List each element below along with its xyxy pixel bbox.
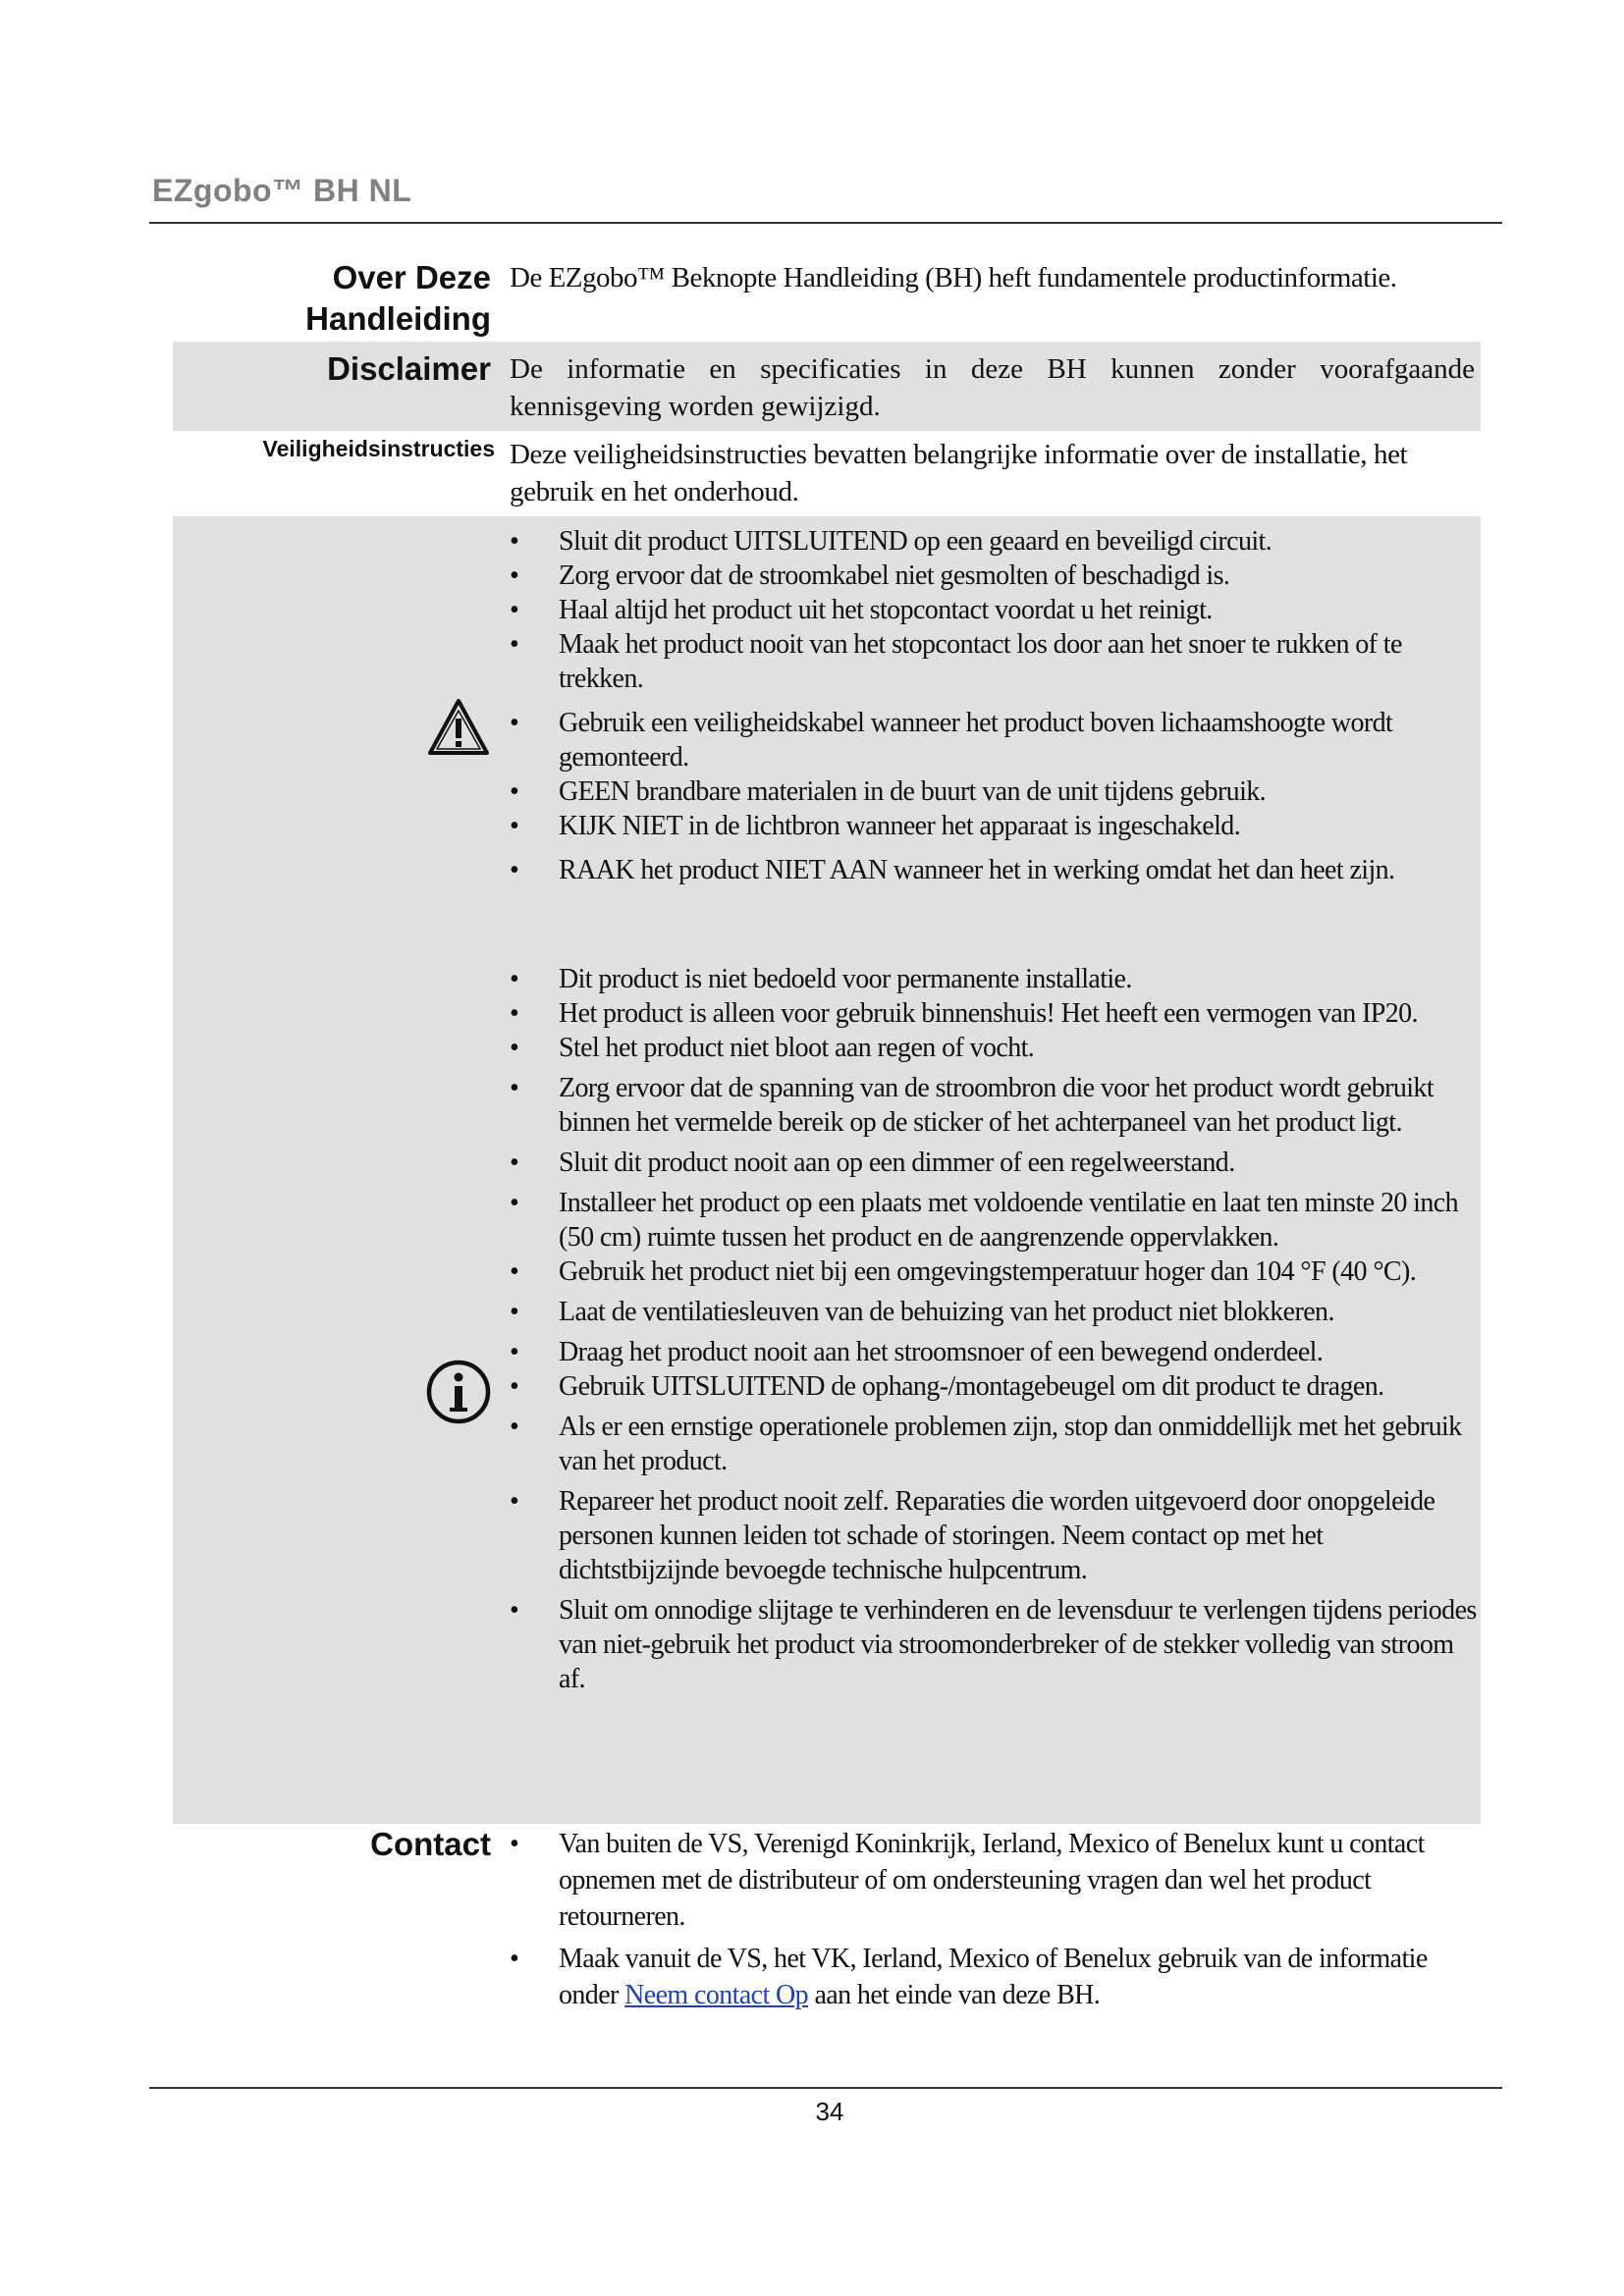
warning-triangle-icon	[426, 697, 491, 758]
warning-item: • Zorg ervoor dat de stroomkabel niet gesmolten of beschadigd is.	[510, 559, 1477, 593]
contact-item2-text: Maak vanuit de VS, het VK, Ierland, Mexico of Benelux gebruik van de informatie onder	[559, 1944, 1428, 2010]
info-item: • Laat de ventilatiesleuven van de behuizing van het product niet blokkeren.	[510, 1295, 1477, 1329]
info-item: • Dit product is niet bedoeld voor permanente installatie.	[510, 962, 1477, 996]
info-item: • Het product is alleen voor gebruik binnenshuis! Het heeft een vermogen van IP20.	[510, 996, 1477, 1031]
info-item: • Sluit om onnodige slijtage te verhinderen en de levensduur te verlengen tijdens periodes van niet-gebruik het product via stroomonderbreker of de stekker volledig van stroom af.	[510, 1593, 1477, 1696]
info-list	[510, 962, 1477, 1696]
safety-label: Veiligheidsinstructies	[262, 436, 495, 461]
info-item: • Sluit dit product nooit aan op een dimmer of een regelweerstand.	[510, 1146, 1477, 1180]
warning-item: • Maak het product nooit van het stopcontact los door aan het snoer te rukken of te trekken.	[510, 627, 1477, 696]
footer-divider	[149, 2087, 1502, 2089]
disclaimer-text-line2: kennisgeving worden gewijzigd.	[510, 391, 881, 422]
header-divider	[149, 222, 1502, 224]
disclaimer-text	[510, 350, 1475, 425]
info-item: • Zorg ervoor dat de spanning van de stroombron die voor het product wordt gebruikt binnen het vermelde bereik op de sticker of het achterpaneel van het product ligt.	[510, 1071, 1477, 1140]
page-number: 34	[815, 2097, 844, 2126]
disclaimer-text-line1: De informatie en specificaties in deze BH kunnen zonder voorafgaande	[510, 353, 1475, 385]
warning-item: • KIJK NIET in de lichtbron wanneer het apparaat is ingeschakeld.	[510, 809, 1477, 843]
info-item: • Als er een ernstige operationele problemen zijn, stop dan onmiddellijk met het gebruik van het product.	[510, 1410, 1477, 1478]
info-item: • Stel het product niet bloot aan regen of vocht.	[510, 1031, 1477, 1065]
info-circle-icon	[425, 1359, 492, 1425]
safety-intro-text	[510, 436, 1482, 510]
info-item: • Gebruik UITSLUITEND de ophang-/montagebeugel om dit product te dragen.	[510, 1369, 1477, 1404]
contact-item	[510, 1941, 1477, 2013]
about-manual-text: De EZgobo™ Beknopte Handleiding (BH) heft fundamentele productinformatie.	[510, 262, 1397, 294]
info-item: • Repareer het product nooit zelf. Reparaties die worden uitgevoerd door onopgeleide personen kunnen leiden tot schade of storingen. Neem contact op met het dichtstbijzijnde bevoegde technische hulpcentrum.	[510, 1484, 1477, 1587]
warning-item: • Sluit dit product UITSLUITEND op een geaard en beveiligd circuit.	[510, 524, 1477, 559]
warnings-list	[510, 524, 1477, 887]
safety-intro-line2: gebruik en het onderhoud.	[510, 476, 799, 507]
contact-list	[510, 1826, 1477, 2013]
safety-intro-line1: Deze veiligheidsinstructies bevatten belangrijke informatie over de installatie, het	[510, 439, 1408, 470]
contact-link[interactable]: Neem contact Op	[624, 1980, 809, 2010]
about-label-line2: Handleiding	[305, 300, 491, 337]
info-item: • Draag het product nooit aan het stroomsnoer of een bewegend onderdeel.	[510, 1335, 1477, 1369]
contact-item2-text-end: aan het einde van deze BH.	[808, 1980, 1101, 2010]
info-item: • Installeer het product op een plaats met voldoende ventilatie en laat ten minste 20 inch (50 cm) ruimte tussen het product en de aangrenzende oppervlakken.	[510, 1186, 1477, 1255]
warning-item: • RAAK het product NIET AAN wanneer het in werking omdat het dan heet zijn.	[510, 853, 1477, 887]
warning-item: • Haal altijd het product uit het stopcontact voordat u het reinigt.	[510, 593, 1477, 627]
about-manual-label	[305, 257, 491, 340]
warning-item: • Gebruik een veiligheidskabel wanneer het product boven lichaamshoogte wordt gemonteerd.	[510, 706, 1477, 774]
disclaimer-label: Disclaimer	[327, 350, 491, 387]
about-label-line1: Over Deze	[332, 259, 491, 295]
document-header-title: EZgobo™ BH NL	[152, 173, 412, 208]
warning-item: • GEEN brandbare materialen in de buurt van de unit tijdens gebruik.	[510, 774, 1477, 809]
info-item: • Gebruik het product niet bij een omgevingstemperatuur hoger dan 104 °F (40 °C).	[510, 1255, 1477, 1289]
contact-label: Contact	[370, 1826, 491, 1862]
contact-item: • Van buiten de VS, Verenigd Koninkrijk, Ierland, Mexico of Benelux kunt u contact opnemen met de distributeur of om ondersteuning vragen dan wel het product retourneren.	[510, 1826, 1477, 1935]
